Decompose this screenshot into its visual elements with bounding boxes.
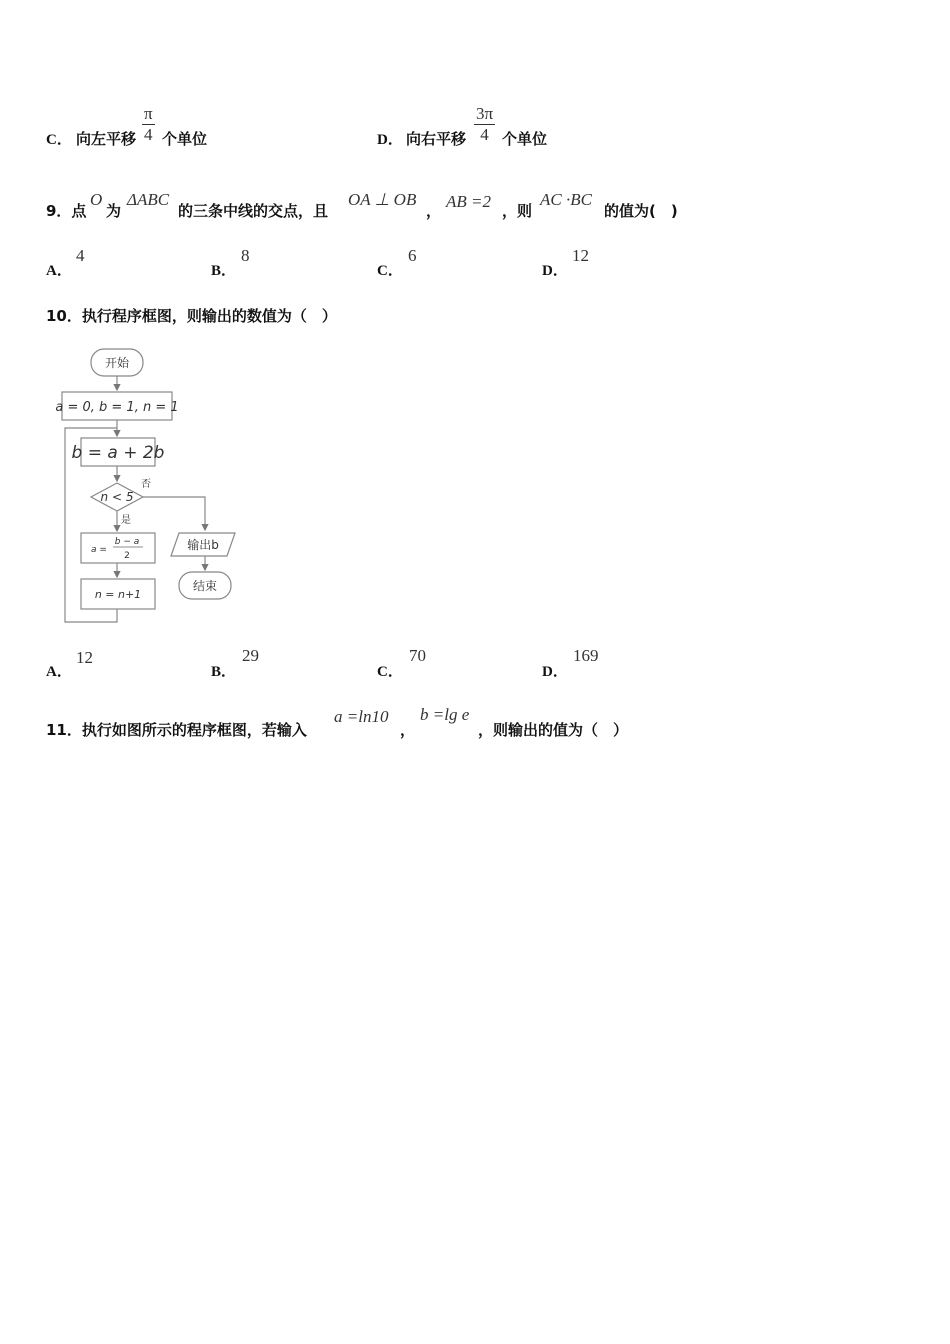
- question-text: ，则输出的值为（ ）: [478, 721, 629, 739]
- flow-assign-a-left: a =: [91, 545, 107, 555]
- option-value: 12: [76, 648, 93, 667]
- option-value: 29: [242, 646, 259, 665]
- option-label: B．: [211, 664, 237, 680]
- math-a-input: a =ln10: [334, 707, 389, 726]
- fraction: [142, 104, 155, 145]
- flowchart: [55, 342, 245, 627]
- question-text: 为: [106, 202, 122, 220]
- question-text: 11．执行如图所示的程序框图，若输入: [46, 721, 307, 739]
- question-text: ，: [426, 202, 442, 220]
- option-label: D．: [542, 664, 568, 680]
- fraction-denominator: 4: [480, 125, 489, 144]
- question-number: 9．点: [46, 202, 87, 220]
- option-label: D．: [377, 132, 403, 148]
- question-10-stem: 10．执行程序框图，则输出的数值为（ ）: [46, 307, 337, 325]
- flow-no-label: 否: [141, 479, 151, 490]
- option-label: C．: [377, 664, 403, 680]
- math-ab-length: AB =2: [446, 192, 491, 211]
- question-text: 的三条中线的交点，且: [178, 202, 329, 220]
- option-text: 个单位: [502, 130, 548, 148]
- flow-assign-a-numerator: b − a: [114, 537, 140, 547]
- fraction: [474, 104, 495, 145]
- flow-start-label: 开始: [104, 356, 130, 370]
- flow-decision-label: n < 5: [100, 490, 134, 504]
- question-text: ，: [400, 721, 416, 739]
- option-label: D．: [542, 263, 568, 279]
- option-label: C．: [46, 132, 72, 148]
- option-text: 向右平移: [406, 130, 467, 148]
- fraction-numerator: 3π: [476, 104, 494, 123]
- math-perpendicular: OA ⊥ OB: [348, 190, 417, 209]
- option-text: 个单位: [162, 130, 208, 148]
- question-text: 的值为( ): [604, 202, 678, 220]
- option-label: B．: [211, 263, 237, 279]
- fraction-numerator: π: [144, 104, 153, 123]
- math-b-input: b =lg e: [420, 705, 470, 724]
- flow-end-label: 结束: [192, 579, 218, 593]
- option-value: 6: [408, 246, 417, 265]
- flow-assign-a-denominator: 2: [124, 551, 130, 561]
- option-label: A．: [46, 664, 72, 680]
- fraction-denominator: 4: [144, 125, 153, 144]
- question-text: ，则: [502, 202, 533, 220]
- flow-init-label: a = 0, b = 1, n = 1: [55, 400, 179, 415]
- option-value: 70: [409, 646, 426, 665]
- flow-output-label: 输出b: [187, 538, 219, 552]
- option-value: 8: [241, 246, 250, 265]
- option-value: 12: [572, 246, 589, 265]
- flow-assign-b-label: b = a + 2b: [71, 443, 165, 463]
- math-dot-product: AC ·BC: [540, 190, 592, 209]
- math-triangle: ΔABC: [127, 190, 170, 209]
- flow-yes-label: 是: [121, 515, 131, 526]
- option-label: A．: [46, 263, 72, 279]
- math-point-o: O: [90, 190, 103, 209]
- option-label: C．: [377, 263, 403, 279]
- option-value: 4: [76, 246, 85, 265]
- option-text: 向左平移: [76, 130, 137, 148]
- option-value: 169: [573, 646, 599, 665]
- flow-increment-label: n = n+1: [94, 588, 142, 601]
